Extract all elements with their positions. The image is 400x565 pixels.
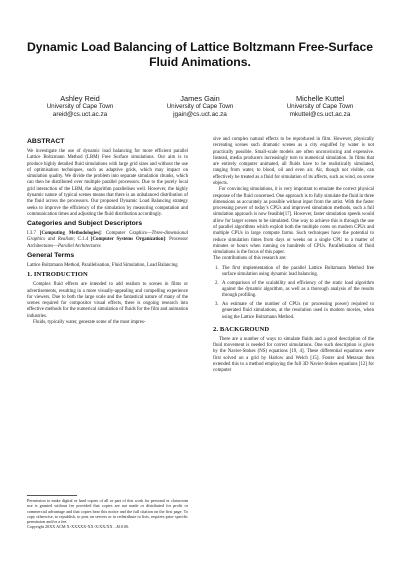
list-number: 3. bbox=[215, 302, 219, 308]
left-column bbox=[27, 136, 188, 326]
author-affiliation: University of Cape Town bbox=[286, 103, 354, 110]
abstract-heading: ABSTRACT bbox=[27, 138, 65, 145]
contributions-list bbox=[213, 266, 374, 321]
permission-text: Permission to make digital or hard copies of all or part of this work for personal or classroom use is granted without fee provided that copies are not made or distributed for profit or commercial advantage and that copies bear this notice and the full citation on the first page. To copy otherwise, to republish, to post on servers or to redistribute to lists, requires prior specific permission and/or a fee. bbox=[27, 498, 188, 525]
category-subject: Three-dimensional Graphics and Realism bbox=[27, 231, 188, 243]
author-affiliation: University of Cape Town bbox=[166, 103, 234, 110]
author-name: Michelle Kuttel bbox=[295, 94, 345, 103]
contributions-intro: The contributions of this research are: bbox=[213, 256, 287, 262]
author-name: Ashley Reid bbox=[60, 94, 100, 103]
author-email: areid@cs.uct.ac.za bbox=[52, 110, 108, 118]
category-label: [Computing Methodologies] bbox=[39, 231, 101, 237]
list-number: 1. bbox=[215, 265, 219, 271]
introduction-paragraph: For convincing simulations, it is very important to emulate the correct physical response of the fluid concerned. One approach is to fully simulate the fluid in three dimensions as accurately as possible without input from the artist. With the faster processing power of today’s CPUs and improved simulation methods, such a full simulation approach is now feasible[17]. However, faster simulation speeds would allow for larger scenes to be simulated. One way to achieve this is through the use of parallel algorithms which exploit both the multiple cores on modern CPUs and multiple CPUs in large compute farms. Such techniques have the potential to reduce simulation times from days or weeks on a single CPU to a matter of minutes or hours when running on hundreds of CPUs. Parallelisation of fluid simulations is the focus of this paper. bbox=[213, 187, 375, 256]
list-number: 2. bbox=[215, 280, 219, 286]
introduction-paragraph: Complex fluid effects are intended to add realism to scenes in films or advertisements, resulting in a more visually-appealing and compelling experience for viewers. Due to both the large scale and the fantastical nature of many of the scenes required for compositor visual effects, there is ongoing research into effective methods for the numerical simulation of fluids for the film and animation industries. bbox=[27, 282, 188, 319]
list-item bbox=[213, 302, 374, 321]
author-1 bbox=[24, 94, 136, 119]
category-subject: Parallel Architectures bbox=[57, 243, 101, 249]
author-email: jgain@cs.uct.ac.za bbox=[173, 110, 227, 118]
list-item bbox=[213, 281, 374, 300]
background-heading: 2. BACKGROUND bbox=[213, 325, 270, 333]
footnote-divider bbox=[27, 495, 77, 496]
author-name: James Gain bbox=[180, 94, 220, 103]
list-item bbox=[213, 266, 374, 279]
list-item-text: The first implementation of the parallel Lattice Boltzmann Method free surface simulation using dynamic load balancing. bbox=[222, 265, 374, 277]
right-column bbox=[213, 137, 374, 375]
author-2 bbox=[144, 94, 256, 119]
category-tail: ; C.1.4 bbox=[73, 237, 89, 243]
categories-text bbox=[27, 231, 188, 250]
general-terms-heading: General Terms bbox=[27, 251, 75, 259]
introduction-heading: 1. INTRODUCTION bbox=[27, 271, 88, 279]
author-block bbox=[24, 94, 376, 119]
introduction-paragraph: Fluids, typically water, generate some of the most impres- bbox=[33, 319, 146, 325]
author-email: mkuttel@cs.uct.ac.za bbox=[289, 110, 351, 118]
category-label: [Computer Systems Organization] bbox=[90, 237, 166, 243]
author-affiliation: University of Cape Town bbox=[46, 103, 114, 110]
list-item-text: A comparison of the scalability and efficiency of the static load algorithm against the dynamic algorithm, as well as a thorough analysis of the results through profiling. bbox=[222, 280, 374, 299]
list-item-text: An estimate of the number of CPUs (or processing power) required to generated fluid simulations, at the resolution used in modern movies, when using the Lattice Boltzmann Method. bbox=[222, 302, 374, 320]
general-terms-text: Lattice Boltzmann Method, Parallelisation, Fluid Simulation, Load Balancing bbox=[27, 262, 178, 268]
background-paragraph: There are a number of ways to simulate fluids and a good description of the fluid movement is needed for correct simulations. One such description is given by the Navier-Stokes (NS) equations [19, 4]. These differential equations were first solved on a grid by Harlow and Welch [15]. Foster and Metaxas then extended this to a method employing the full 3D Navier-Stokes equations [12] for computer bbox=[213, 336, 374, 374]
abstract-text: We investigate the use of dynamic load balancing for more efficient parallel Lattice Boltzmann Method (LBM) Free Surface simulations. Our aim is to produce highly detailed fluid simulations with large grid sizes and without the use of optimisation techniques, such as adaptive grids, which may impact on simulation quality. We divide the problem into separate simulation chunks, which can then be distributed over multiple parallel processors. Due to the purely local grid interaction of the LBM, the algorithm parallelises well. However, the highly dynamic nature of typical scenes means that there is an unbalanced distribution of the fluid across the processors. Our proposed Dynamic Load Balancing strategy seeks to improve the efficiency of the simulation by measuring computation and communication times and adjusting the fluid distribution accordingly. bbox=[27, 149, 188, 217]
author-3 bbox=[264, 94, 376, 119]
copyright-text: Copyright 20XX ACM X-XXXXX-XX-X/XX/XX ...$10.00. bbox=[27, 524, 130, 530]
paper-title: Dynamic Load Balancing of Lattice Boltzmann Free-Surface Fluid Animations. bbox=[26, 40, 374, 69]
introduction-paragraph: sive and complex natural effects to be reproduced in film. However, physically recreating scenes such dramatic scenes as a city engulfed by water is not practically possible. Small-scale models are often unconvincing and expensive. Instead, media producers increasingly turn to numerical simulation. In films that are entirely computer animated, all fluids have to be realistically simulated, ranging from water, to blood, oil and even air. Air, though not visible, can effectively be treated as a fluid for simulation of its affects, such as wind, on scene objects. bbox=[213, 137, 374, 186]
category-rest: : Computer Graphics— bbox=[100, 231, 152, 237]
category-rest: : Processor Architectures— bbox=[27, 237, 188, 249]
category-code: I.3.7 bbox=[27, 231, 36, 237]
categories-heading: Categories and Subject Descriptors bbox=[27, 220, 143, 228]
permission-footnote bbox=[27, 498, 188, 530]
